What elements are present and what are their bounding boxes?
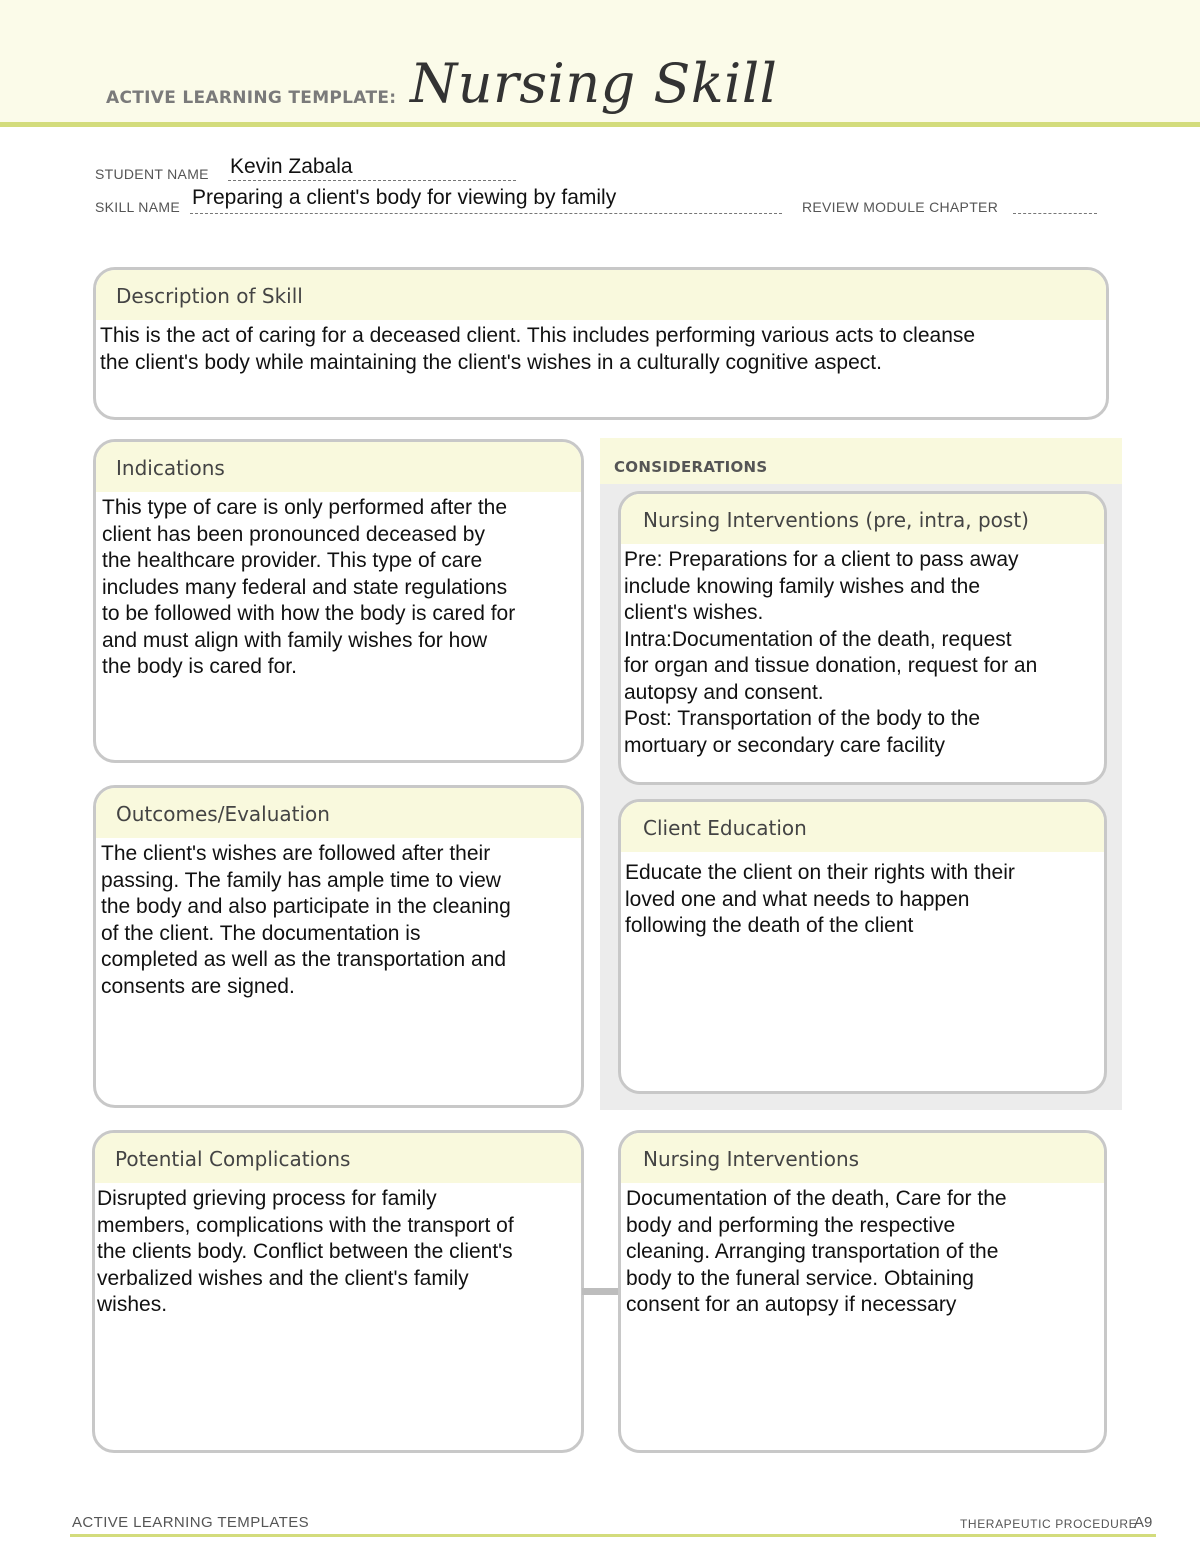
footer-right-label: THERAPEUTIC PROCEDURE — [960, 1517, 1138, 1531]
skill-name-line — [190, 213, 782, 214]
nursing-interventions-title: Nursing Interventions — [621, 1133, 1104, 1183]
indications-box — [93, 439, 584, 763]
client-education-box — [618, 799, 1107, 1094]
footer-left-label: ACTIVE LEARNING TEMPLATES — [72, 1514, 309, 1531]
nursing-interventions-box — [618, 1130, 1107, 1453]
indications-text[interactable]: This type of care is only performed after the client has been pronounced deceased by the healthcare provider. This type of care includes many federal and state regulations to be followed with how the body is cared for and must align with family wishes for how the body is cared for. — [102, 496, 516, 678]
skill-name-field[interactable]: Preparing a client's body for viewing by family — [192, 186, 617, 209]
nursing-interventions-text[interactable]: Documentation of the death, Care for the body and performing the respective cleaning. Arranging transportation of the body to the funeral service. Obtaining consent for an autopsy if necessary — [626, 1187, 1007, 1316]
footer-rule — [70, 1534, 1156, 1537]
student-name-label: STUDENT NAME — [95, 166, 209, 182]
nursing-interventions-pip-box — [618, 491, 1107, 785]
student-name-line — [228, 180, 516, 181]
considerations-label: CONSIDERATIONS — [614, 458, 768, 476]
connector-bar — [582, 1288, 620, 1295]
nursing-interventions-pip-title: Nursing Interventions (pre, intra, post) — [621, 494, 1104, 544]
outcomes-box — [93, 785, 584, 1108]
description-text[interactable]: This is the act of caring for a deceased client. This includes performing various acts to cleanse the client's body while maintaining the client's wishes in a culturally cognitive aspect. — [100, 324, 976, 374]
review-module-field[interactable] — [1013, 213, 1097, 214]
complications-text[interactable]: Disrupted grieving process for family members, complications with the transport of the clients body. Conflict between the client's verbalized wishes and the client's family wishes. — [97, 1187, 514, 1316]
outcomes-title: Outcomes/Evaluation — [96, 788, 581, 838]
page-title: Nursing Skill — [410, 52, 778, 115]
description-box — [93, 267, 1109, 420]
skill-name-label: SKILL NAME — [95, 199, 180, 215]
indications-title: Indications — [96, 442, 581, 492]
outcomes-text[interactable]: The client's wishes are followed after their passing. The family has ample time to view the body and also participate in the cleaning of the client. The documentation is completed as well as the transportation and consents are signed. — [101, 842, 511, 998]
header-rule — [0, 122, 1200, 127]
description-title: Description of Skill — [96, 270, 1106, 320]
page-number: A9 — [1134, 1514, 1153, 1531]
complications-title: Potential Complications — [95, 1133, 581, 1183]
review-module-label: REVIEW MODULE CHAPTER — [802, 199, 999, 215]
template-prefix: ACTIVE LEARNING TEMPLATE: — [106, 88, 397, 108]
student-name-field[interactable]: Kevin Zabala — [230, 155, 353, 178]
client-education-title: Client Education — [621, 802, 1104, 852]
nursing-interventions-pip-text[interactable]: Pre: Preparations for a client to pass away include knowing family wishes and the client's wishes. Intra:Documentation of the death, request for organ and tissue donation, request for an autopsy and consent. Post: Transportation of the body to the mortuary or secondary care facility — [624, 548, 1038, 757]
complications-box — [92, 1130, 584, 1453]
client-education-text[interactable]: Educate the client on their rights with their loved one and what needs to happen following the death of the client — [625, 861, 1015, 937]
